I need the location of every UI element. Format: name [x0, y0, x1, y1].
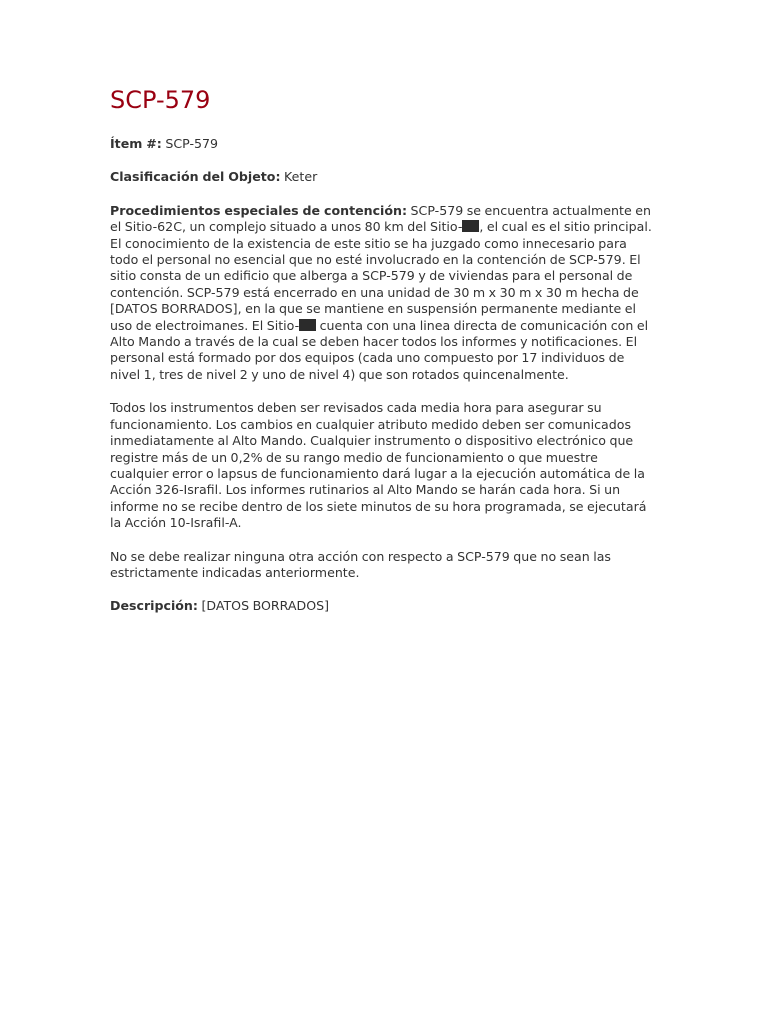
no-action-paragraph: No se debe realizar ninguna otra acción con respecto a SCP-579 que no sean las estrictamente indicadas anteriormente.	[110, 548, 611, 580]
item-number-label: Ítem #:	[110, 136, 162, 151]
redaction-block	[299, 319, 316, 331]
description-label: Descripción:	[110, 598, 198, 614]
containment-procedures-label: Procedimientos especiales de contención:	[110, 202, 408, 218]
object-class-label: Clasificación del Objeto:	[110, 169, 281, 185]
object-class-field	[110, 169, 658, 185]
containment-text-part-3: cuenta con una linea directa de comunicación con el Alto Mando a través de la cual se deben hacer todos los informes y notificaciones. El personal está formado por dos equipos (cada uno compuesto por 17 individuos de nivel 1, tres de nivel 2 y uno de nivel 4) que son rotados quincenalmente.	[110, 317, 649, 382]
item-number-value: SCP-579	[165, 136, 219, 151]
instruments-paragraph: Todos los instrumentos deben ser revisados cada media hora para asegurar su funcionamiento. Los cambios en cualquier atributo medido deben ser comunicados inmediatamente al Alto Mando. Cualquier instrumento o dispositivo electrónico que registre más de un 0,2% de su rango medio de funcionamiento o que muestre cualquier error o lapsus de funcionamiento dará lugar a la ejecución automática de la Acción 326-Israfil. Los informes rutinarios al Alto Mando se harán cada hora. Si un informe no se recibe dentro de los siete minutos de su hora programada, se ejecutará la Acción 10-Israfil-A.	[110, 400, 647, 531]
description-value: [DATOS BORRADOS]	[201, 598, 330, 614]
containment-text-part-1: SCP-579 se encuentra actualmente en el Sitio-62C, un complejo situado a unos 80 km del Sitio-	[110, 202, 651, 235]
containment-procedures-paragraph	[110, 203, 658, 383]
object-class-value: Keter	[284, 169, 318, 185]
description-field	[110, 598, 658, 614]
redaction-block	[462, 220, 479, 232]
page-title: SCP-579	[110, 86, 211, 114]
document-page	[110, 84, 658, 632]
containment-text-part-2: , el cual es el sitio principal. El conocimiento de la existencia de este sitio se ha juzgado como innecesario para todo el personal no esencial que no esté involucrado en la contención de SCP-579. El sitio consta de un edificio que alberga a SCP-579 y de viviendas para el personal de contención. SCP-579 está encerrado en una unidad de 30 m x 30 m x 30 m hecha de [DATOS BORRADOS], en la que se mantiene en suspensión permanente mediante el uso de electroimanes. El Sitio-	[110, 219, 652, 333]
item-number-field	[110, 136, 658, 152]
